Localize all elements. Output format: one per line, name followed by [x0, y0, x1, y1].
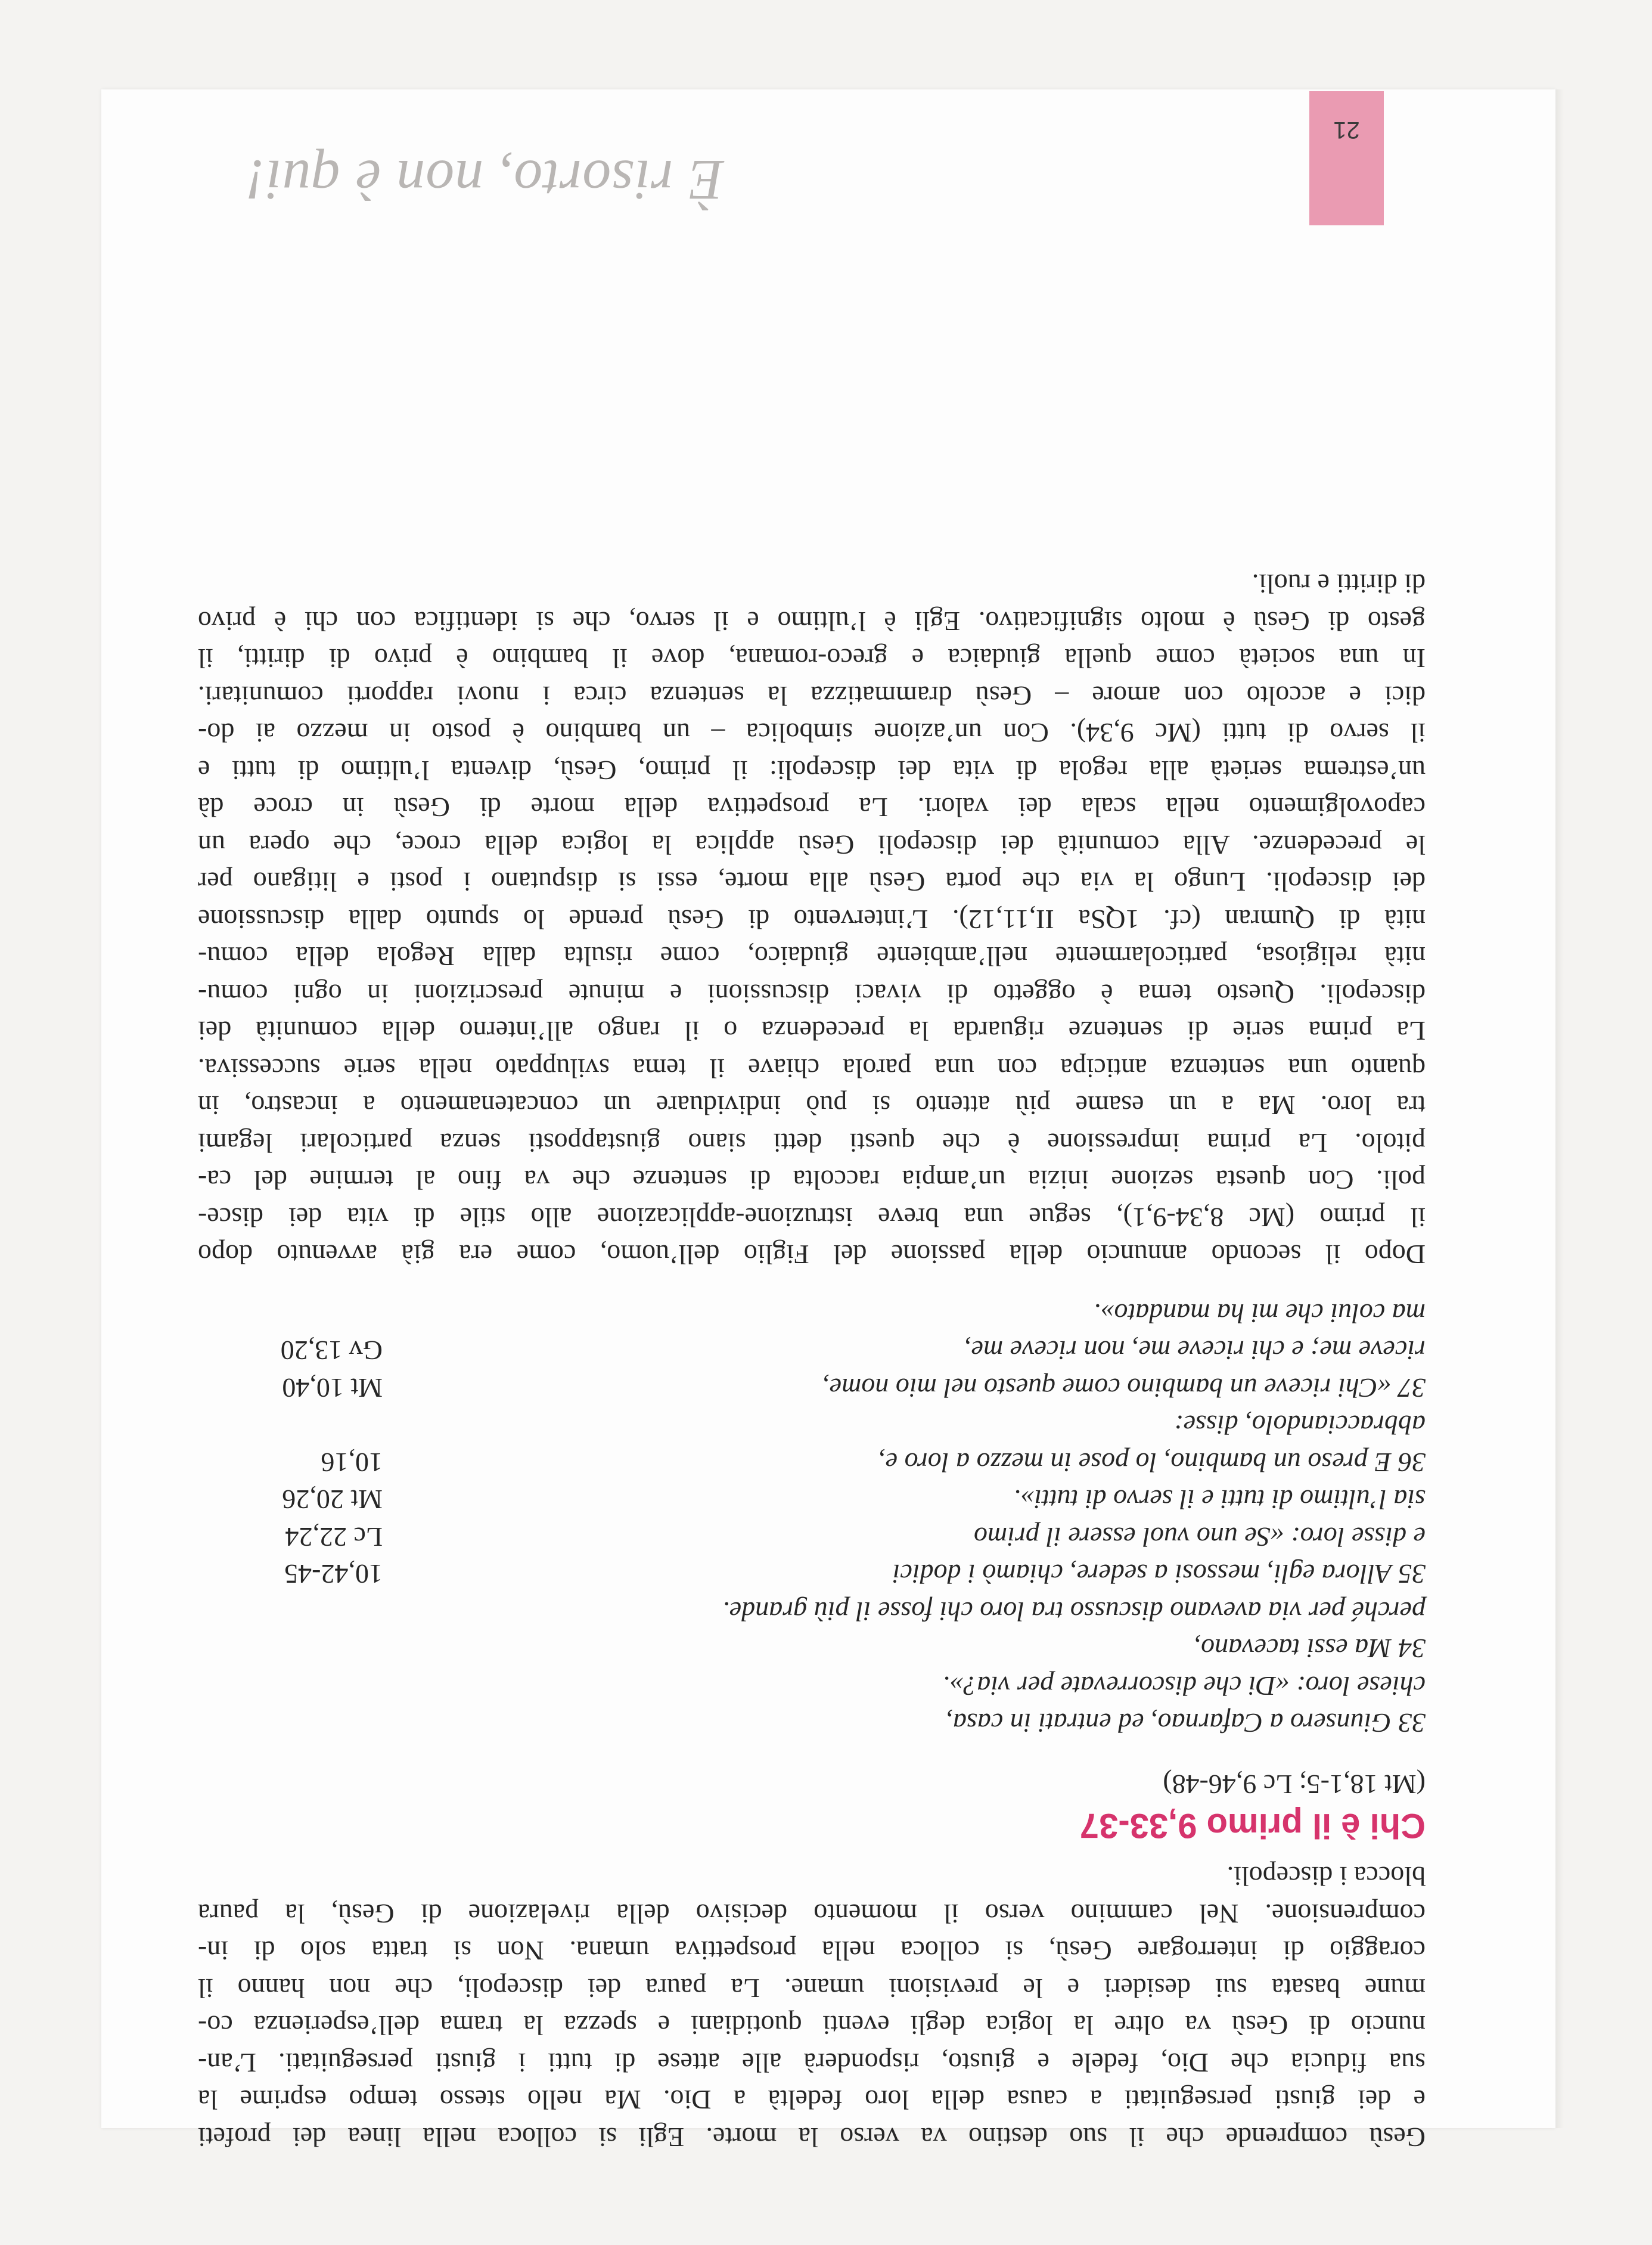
verse-text: 34 Ma essi tacevano,: [1194, 1633, 1426, 1664]
commentary-line: Dopo il secondo annuncio della passione del Figlio dell’uomo, come era già avvenuto dopo: [198, 1239, 1426, 1270]
gospel-passage: [198, 1295, 1426, 1742]
commentary-line: capovolgimento nella scala dei valori. La prospettiva della morte di Gesù in croce dà: [198, 792, 1426, 823]
commentary-paragraph: [198, 565, 1426, 1273]
commentary-line: La prima serie di sentenze riguarda la precedenza o il rango all’interno della comunità dei: [198, 1016, 1426, 1047]
commentary-line: quanto una sentenza anticipa con una parola chiave il tema sviluppato nella serie successiva.: [198, 1053, 1426, 1084]
intro-line: e dei giusti perseguitati a causa della loro fedeltà a Dio. Ma nello stesso tempo esprime la: [198, 2085, 1426, 2116]
intro-line: blocca i discepoli.: [1226, 1861, 1426, 1892]
intro-line: nuncio di Gesù va oltre la logica degli eventi quotidiani e spezza la trama dell’esperienza co-: [198, 2010, 1426, 2041]
commentary-line: tra loro. Ma a un esame più attento si può individuare un concatenamento a incastro, in: [198, 1090, 1426, 1121]
verse-line: [198, 1704, 1426, 1742]
verse-text: sia l’ultimo di tutti e il servo di tutti».: [1013, 1484, 1426, 1515]
commentary-line: il servo di tutti (Mc 9,34). Con un’azione simbolica – un bambino è posto in mezzo ai do-: [198, 718, 1426, 749]
verse-text: 35 Allora egli, messosi a sedere, chiamò i dodici: [892, 1559, 1426, 1590]
verse-line: [198, 1630, 1426, 1667]
verse-line: [198, 1518, 1426, 1556]
verse-text: e disse loro: «Se uno vuol essere il primo: [973, 1522, 1426, 1552]
verse-line: [198, 1593, 1426, 1630]
verse-line: [198, 1444, 1426, 1481]
verse-parallel-ref: Lc 22,24: [285, 1522, 383, 1552]
commentary-line: dici e accolto con amore – Gesù drammatizza la sentenza circa i nuovi rapporti comunitari.: [198, 681, 1426, 711]
verse-line: [198, 1295, 1426, 1332]
verse-text: riceve me; e chi riceve me, non riceve me,: [964, 1335, 1426, 1366]
verse-text: 36 E preso un bambino, lo pose in mezzo a loro e,: [878, 1447, 1426, 1478]
page-body: [198, 565, 1426, 2156]
commentary-line: discepoli. Questo tema è oggetto di vivaci discussioni e minute prescrizioni in ogni comu-: [198, 979, 1426, 1009]
commentary-line: In una società come quella giudaica e greco-romana, dove il bambino è privo di diritti, il: [198, 643, 1426, 674]
spacer: [198, 1273, 1426, 1295]
section-title: Chi è il primo 9,33-37: [1079, 1806, 1426, 1845]
verse-line: [198, 1555, 1426, 1593]
verse-line: [198, 1332, 1426, 1369]
verse-line: [198, 1667, 1426, 1705]
intro-line: coraggio di interrogare Gesù, si colloca nella prospettiva umana. Non si tratta solo di in-: [198, 1936, 1426, 1967]
verse-text: 33 Giunsero a Cafarnao, ed entrati in casa,: [946, 1708, 1426, 1739]
running-title: È risorto, non è qui!: [246, 148, 724, 212]
intro-line: sua fiducia che Dio, fedele e giusto, risponderà alle attese di tutti i giusti perseguitati. L’an-: [198, 2048, 1426, 2078]
verse-parallel-ref: Mt 10,40: [282, 1373, 383, 1403]
verse-parallel-ref: 10,16: [321, 1447, 383, 1478]
commentary-line: un’estrema serietà alla regola di vita dei discepoli: il primo, Gesù, diventa l’ultimo di tutti e: [198, 755, 1426, 786]
parallel-references: (Mt 18,1-5; Lc 9,46-48): [1163, 1769, 1426, 1800]
intro-line: Gesù comprende che il suo destino va verso la morte. Egli si colloca nella linea dei profeti: [198, 2122, 1426, 2153]
verse-line: [198, 1369, 1426, 1407]
verse-text: ma colui che mi ha mandato».: [1093, 1298, 1426, 1329]
verse-text: perché per via avevano discusso tra loro chi fosse il più grande.: [722, 1596, 1426, 1627]
intro-line: comprensione. Nel cammino verso il momento decisivo della rivelazione di Gesù, la paura: [198, 1899, 1426, 1929]
page-number: 21: [1333, 117, 1360, 143]
verse-parallel-ref: 10,42-45: [284, 1559, 383, 1590]
running-header: [216, 88, 1527, 225]
verse-line: [198, 1406, 1426, 1444]
commentary-line: di diritti e ruoli.: [1252, 569, 1426, 600]
verse-parallel-ref: Gv 13,20: [280, 1335, 383, 1366]
intro-line: mune basata sui desideri e le previsioni umane. La paura dei discepoli, che non hanno il: [198, 1973, 1426, 2004]
verse-text: abbracciandolo, disse:: [1174, 1410, 1426, 1441]
commentary-line: dei discepoli. Lungo la via che porta Gesù alla morte, essi si disputano i posti e litigano per: [198, 867, 1426, 898]
commentary-line: nità di Qumran (cf. 1QSa II,11,12). L’intervento di Gesù prende lo spunto dalla discussione: [198, 904, 1426, 935]
commentary-line: poli. Con questa sezione inizia un’ampia raccolta di sentenze che va fino al termine del ca-: [198, 1165, 1426, 1196]
verse-line: [198, 1481, 1426, 1518]
verse-text: chiese loro: «Di che discorrevate per via?».: [942, 1671, 1426, 1701]
verse-text: 37 «Chi riceve un bambino come questo nel mio nome,: [822, 1373, 1426, 1403]
commentary-line: pitolo. La prima impressione è che questi detti siano giustapposti senza particolari legami: [198, 1128, 1426, 1158]
commentary-line: le precedenze. Alla comunità dei discepoli Gesù applica la logica della croce, che opera un: [198, 830, 1426, 860]
commentary-line: gesto di Gesù è molto significativo. Egli è l’ultimo e il servo, che si identifica con chi è privo: [198, 606, 1426, 637]
commentary-line: il primo (Mc 8,34-9,1), segue una breve istruzione-applicazione allo stile di vita dei disce-: [198, 1202, 1426, 1233]
page-number-tab: [1309, 91, 1384, 225]
intro-paragraph: [198, 1858, 1426, 2156]
commentary-line: nità religiosa, particolarmente nell’ambiente giudaico, come risulta dalla Regola della comu-: [198, 941, 1426, 972]
verse-parallel-ref: Mt 20,26: [282, 1484, 383, 1515]
